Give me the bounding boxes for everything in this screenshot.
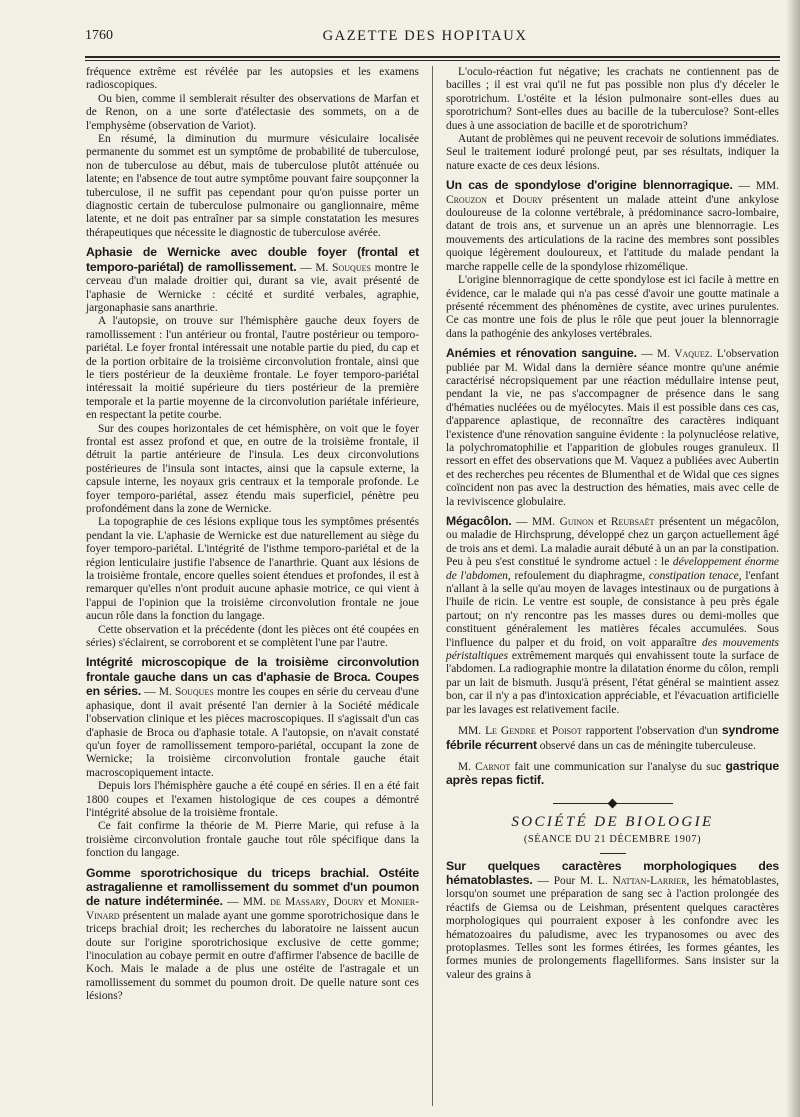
left-column [86, 66, 419, 1004]
page-header [85, 28, 765, 50]
article-anemies: Anémies et rénovation sanguine. — M. Vaquez. L'observation publiée par M. Widal dans la dernière séance montre qu'une anémie caractérisé nécropsiquement par une réaction médullaire intense peut, pendant la vie, ne pas s'accompagner de présence dans le sang d'hématies nucléées ou de myélocytes. Mais il est possible dans ces cas, d'apparence aplastique, de reconnaître des caractères indiquant l'existence d'une rénovation sanguine évidente : la polynucléose relative, la polychromatophilie et l'apparition de globules rouges granuleux. Il ressort en effet des observations que M. Vaquez a publiées avec Aubertin et des recherches peu récentes de Blumenthal et de Widal que ces signes coïncident non pas avec la destruction des hématies, mais avec celle de la reviviscence globulaire. [446, 346, 779, 508]
section-date: (SÉANCE DU 21 DÉCEMBRE 1907) [523, 834, 702, 846]
article-heading: Aphasie de Wernicke avec double foyer (frontal et temporo-pariétal) de ramollissement. [86, 245, 419, 274]
section-rule [600, 853, 626, 854]
paragraph: Depuis lors l'hémisphère gauche a été coupé en séries. Il en a été fait 1800 coupes et l'examen histologique de ces coupes a démontré l'intégrité absolue de la troisième frontale. [86, 780, 419, 819]
column-divider [432, 66, 433, 1106]
author-name: Poisot [551, 725, 582, 738]
section-ornament [553, 800, 673, 808]
article-aphasie-wernicke: Aphasie de Wernicke avec double foyer (frontal et temporo-pariétal) de ramollissement. — M. Souques montre le cerveau d'un malade droitier qui, durant sa vie, avait présenté de l'aphasie de Wernicke : cécité et surdité verbales, agraphie, jargonaphasie sans anarthrie. [86, 245, 419, 314]
paragraph: Autant de problèmes qui ne peuvent recevoir de solutions immédiates. Seul le traitement ioduré prolongé peut, par ses résultats, indiquer la nature exacte de ces deux lésions. [446, 133, 779, 172]
paragraph: En résumé, la diminution du murmure vésiculaire localisée permanente du sommet est un symptôme de probabilité de tuberculose, non de tuberculose au début, mais de tuberculose plutôt atténuée ou latente; en l'absence de tout autre symptôme pouvant faire soupçonner la tuberculose, il ne suffit pas cependant pour qu'on puisse porter un diagnostic certain de tuberculose pulmonaire ou ganglionnaire, même latente, et ne doit pas entraîner par sa simple constatation les mesures thérapeutiques que nécessite le diagnostic de tuberculose avérée. [86, 133, 419, 239]
paragraph: A l'autopsie, on trouve sur l'hémisphère gauche deux foyers de ramollissement : l'un antérieur ou frontal, l'autre postérieur ou temporo-pariétal. Le foyer frontal intéressait une notable partie du pied, du cap et de la portion orbitaire de la troisième circonvolution frontale, ainsi que le tiers postérieur de la deuxième frontale. Le foyer temporo-pariétal intéressait la moitié supérieure du tiers postérieur de la première temporale et la partie moyenne de la circonvolution pariétale inférieure, en respectant la petite courbe. [86, 315, 419, 422]
ornament-diamond-icon [607, 798, 617, 808]
article-gomme-sporotrichosique: Gomme sporotrichosique du triceps brachial. Ostéite astragalienne et ramollissement du sommet d'un poumon de nature indéterminée. — MM. de Massary, Doury et Monier-Vinard présentent un malade ayant une gomme sporotrichosique dans le triceps brachial droit; les recherches du laboratoire ne laissent aucun doute sur l'origine sporotrichosique exclusive de cette gomme; l'inoculation au cobaye permit en outre d'affirmer l'absence de bacille de Koch. Mais le malade a de plus une ostéite de l'astragale et un ramollissement du sommet du poumon droit. De quelle nature sont ces lésions? [86, 865, 420, 1003]
author-name: Carnot [475, 760, 511, 773]
section-title: SOCIÉTÉ DE BIOLOGIE [511, 813, 714, 830]
article-integrite-microscopique: Intégrité microscopique de la troisième circonvolution frontale gauche dans un cas d'aphasie de Broca. Coupes en séries. — M. Souques montre les coupes en série du cerveau d'une aphasique, dont il avait présenté l'an dernier à la Société médicale l'observation clinique et les pièces macroscopiques. Il s'agissait d'un cas d'aphasie de Broca ou d'aphasie totale. A l'autopsie, on n'avait constaté qu'un foyer de ramollissement temporo-pariétal, occupant la zone de Wernicke; la troisième circonvolution frontale gauche était macroscopiquement intacte. [86, 655, 419, 779]
article-hematoblastes: Sur quelques caractères morphologiques des hématoblastes. — Pour M. L. Nattan-Larrier, les hématoblastes, lorsqu'on soumet une préparation de sang sec à l'action prolongée des réactifs de Giemsa ou de Leishman, présentent quelques caractères morphologiques qui pourraient exposer à les confondre avec les hématozoaires du paludisme, avec les trypanosomes ou avec des protoplasmes. Telles sont les formes étirées, les formes géantes, les formes munies de prolongements flagelliformes. Sans insister sur la valeur des grains à [446, 858, 779, 981]
article-heading: Anémies et rénovation sanguine. [446, 346, 637, 361]
article-heading: Gomme sporotrichosique du triceps brachial. Ostéite astragalienne et ramollissement du sommet d'un poumon de nature indéterminée. [86, 865, 419, 909]
author-name: Souques [332, 261, 371, 274]
paragraph: fréquence extrême est révélée par les autopsies et les examens radioscopiques. [86, 66, 419, 92]
author-name: Le Gendre [485, 725, 536, 738]
article-syndrome-febrile: MM. Le Gendre et Poisot rapportent l'observation d'un syndrome fébrile récurrent observé dans un cas de méningite tuberculeuse. [446, 723, 779, 752]
article-suc-gastrique: M. Carnot fait une communication sur l'analyse du suc gastrique après repas fictif. [446, 758, 779, 788]
author-name: Guinon [559, 516, 594, 528]
author-name: Nattan-Larrier [612, 874, 687, 887]
author-name: Doury [333, 896, 364, 909]
author-name: de Massary [270, 896, 327, 909]
author-name: Doury [512, 193, 543, 206]
author-name: Souques [175, 686, 214, 699]
article-megacolon: Mégacôlon. — MM. Guinon et Reubsaët présentent un mégacôlon, ou maladie de Hirchsprung, développé chez un garçon actuellement âgé de trois ans et demi. La maladie aurait débuté à un an par la constipation. Peu à peu s'est constitué le syndrome actuel : le développement énorme de l'abdomen, refoulement du diaphragme, constipation tenace, l'enfant n'allant à la selle qu'au moyen de lavages intestinaux ou de purgations à l'huile de ricin. Le ventre est souple, de consistance à peu près égale partout; on n'y rencontre pas les masses dures ou demi-molles que constituent généralement les matières fécales accumulées. Sous l'influence du palper et du froid, on voit apparaître des mouvements péristaltiques extrêmement marqués qui envahissent toute la surface de l'abdomen. La radiographie montre la dilatation énorme du côlon, rempli par un lait de bismuth. Jusqu'à présent, l'état général se maintient assez bon, car il n'y a pas d'intoxication appréciable, et l'évacuation artificielle par les lavages est relativement facile. [446, 514, 780, 716]
header-rule-thick [85, 56, 780, 58]
right-column [446, 66, 779, 982]
article-heading: Mégacôlon. [446, 514, 512, 528]
article-heading: Un cas de spondylose d'origine blennorragique. [446, 178, 733, 193]
paragraph: L'origine blennorragique de cette spondylose est ici facile à mettre en évidence, car le malade qui n'a pas cessé d'avoir une goutte matinale a présenté récemment des phénomènes de cystite, avec urines purulentes. Ce cas montre une fois de plus le rôle que peut jouer la blennorragie dans la pathogénie des ankyloses vertébrales. [446, 274, 779, 340]
journal-title: GAZETTE DES HOPITAUX [322, 28, 528, 44]
paragraph: Ce fait confirme la théorie de M. Pierre Marie, qui refuse à la troisième circonvolution frontale gauche tout rôle spécifique dans la fonction du langage. [86, 820, 419, 860]
article-heading: Sur quelques caractères morphologiques des hématoblastes. [446, 858, 779, 887]
article-spondylose: Un cas de spondylose d'origine blennorragique. — MM. Crouzon et Doury présentent un malade atteint d'une ankylose douloureuse de la colonne vertébrale, à prédominance sacro-lombaire, datant de trois ans, et survenue un an après une blennorragie. Les mouvements des articulations de la racine des membres sont possibles quoique légèrement douloureux, et l'attitude du malade pendant la marche rappelle celle de la spondylose rhizomélique. [446, 178, 779, 273]
paragraph: Cette observation et la précédente (dont les pièces ont été coupées en séries) s'éclairent, se corroborent et se complètent l'une par l'autre. [86, 623, 419, 650]
article-heading: Intégrité microscopique de la troisième circonvolution frontale gauche dans un cas d'aphasie de Broca. Coupes en séries. [86, 655, 419, 699]
author-name: Vaquez [674, 348, 710, 361]
paragraph: L'oculo-réaction fut négative; les crachats ne contiennent pas de bacilles ; il est vrai qu'il ne fut pas possible non plus d'y déceler le sporotrichum. L'ostéite et la lésion pulmonaire sont-elles dues au sporotrichum? Sont-elles dues au bacille de la tuberculose? Sont-elles dues à une association de bacille et de sporotrichum? [446, 66, 779, 132]
page-number: 1760 [85, 28, 113, 43]
author-name: Reubsaët [610, 516, 655, 528]
page-edge-shadow [786, 0, 800, 1117]
author-name: Monier-Vinard [86, 896, 420, 922]
paragraph: Sur des coupes horizontales de cet hémisphère, on voit que le foyer frontal est assez profond et que, en outre de la troisième frontale, il détruit la partie antérieure de l'insula. Les deux circonvolutions postérieures de l'insula sont intactes, ainsi que la capsule externe, la capsule interne, les noyaux gris centraux et la temporale profonde. Le foyer temporo-pariétal, assez étendu mais superficiel, pénètre peu profondément dans la zone de Wernicke. [86, 422, 419, 515]
author-name: Crouzon [446, 193, 487, 206]
paragraph: Ou bien, comme il semblerait résulter des observations de Marfan et de Renon, on a une sorte d'atélectasie des sommets, on a de l'emphysème (observation de Variot). [86, 92, 419, 132]
header-rule-thin [85, 60, 780, 61]
paragraph: La topographie de ces lésions explique tous les symptômes présentés pendant la vie. L'aphasie de Wernicke est due naturellement au siège du foyer temporo-pariétal. L'intégrité de l'isthme temporo-pariétal et de la région lenticulaire justifie l'absence de l'anarthrie. Quant aux lésions de la troisième frontale, encore quelles soient étendues et profondes, il est à remarquer qu'elles n'ont produit aucune aphasie motrice, ce qui vient à l'appui de l'opinion que la troisième circonvolution frontale ne joue aucun rôle dans la fonction du langage. [86, 516, 419, 623]
